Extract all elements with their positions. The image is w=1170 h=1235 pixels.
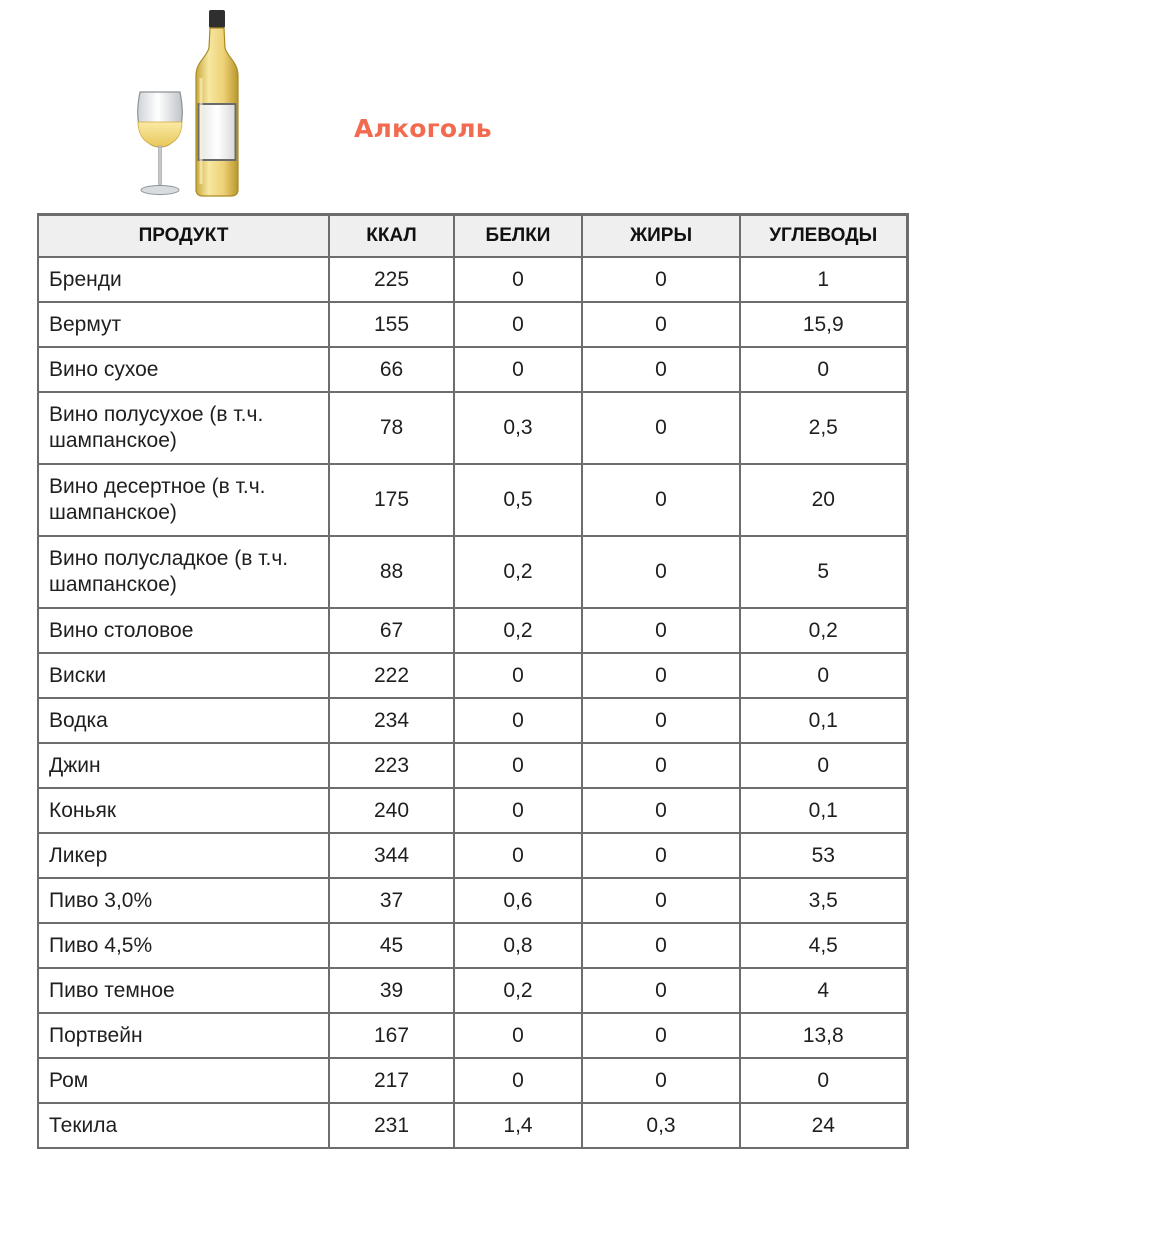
table-body [38, 257, 907, 1148]
kcal-cell: 37 [329, 878, 454, 923]
carbs-cell: 0 [740, 743, 907, 788]
carbs-cell: 24 [740, 1103, 907, 1148]
protein-cell: 0,8 [454, 923, 582, 968]
product-name-cell: Виски [38, 653, 329, 698]
protein-cell: 0,2 [454, 536, 582, 608]
table-row [38, 698, 907, 743]
protein-cell: 0,3 [454, 392, 582, 464]
kcal-cell: 175 [329, 464, 454, 536]
carbs-cell: 0,1 [740, 698, 907, 743]
table-header-row [38, 215, 907, 258]
kcal-cell: 240 [329, 788, 454, 833]
wine-bottle-icon [196, 10, 238, 196]
protein-cell: 0,2 [454, 968, 582, 1013]
product-name-cell: Коньяк [38, 788, 329, 833]
table-row [38, 1103, 907, 1148]
protein-cell: 0,6 [454, 878, 582, 923]
column-header-fat: ЖИРЫ [582, 215, 740, 258]
column-header-carbs: УГЛЕВОДЫ [740, 215, 907, 258]
table-row [38, 923, 907, 968]
kcal-cell: 217 [329, 1058, 454, 1103]
carbs-cell: 0 [740, 1058, 907, 1103]
protein-cell: 0 [454, 653, 582, 698]
product-name-cell: Бренди [38, 257, 329, 302]
fat-cell: 0 [582, 743, 740, 788]
product-name-cell: Водка [38, 698, 329, 743]
protein-cell: 0 [454, 1058, 582, 1103]
product-name-cell: Портвейн [38, 1013, 329, 1058]
carbs-cell: 13,8 [740, 1013, 907, 1058]
kcal-cell: 39 [329, 968, 454, 1013]
carbs-cell: 15,9 [740, 302, 907, 347]
fat-cell: 0 [582, 1058, 740, 1103]
page-title: Алкоголь [354, 114, 492, 143]
fat-cell: 0 [582, 1013, 740, 1058]
product-name-cell: Вино столовое [38, 608, 329, 653]
kcal-cell: 234 [329, 698, 454, 743]
product-name-cell: Джин [38, 743, 329, 788]
protein-cell: 1,4 [454, 1103, 582, 1148]
wine-illustration [128, 4, 260, 200]
protein-cell: 0 [454, 698, 582, 743]
protein-cell: 0 [454, 302, 582, 347]
kcal-cell: 45 [329, 923, 454, 968]
fat-cell: 0 [582, 464, 740, 536]
carbs-cell: 4,5 [740, 923, 907, 968]
fat-cell: 0 [582, 608, 740, 653]
product-name-cell: Пиво темное [38, 968, 329, 1013]
carbs-cell: 3,5 [740, 878, 907, 923]
table-row [38, 1058, 907, 1103]
nutrition-table [37, 213, 909, 1149]
kcal-cell: 66 [329, 347, 454, 392]
kcal-cell: 78 [329, 392, 454, 464]
product-name-cell: Вино полусухое (в т.ч. шампанское) [38, 392, 329, 464]
kcal-cell: 155 [329, 302, 454, 347]
kcal-cell: 344 [329, 833, 454, 878]
table-row [38, 302, 907, 347]
table-row [38, 1013, 907, 1058]
carbs-cell: 0,1 [740, 788, 907, 833]
table-row [38, 653, 907, 698]
table-row [38, 833, 907, 878]
fat-cell: 0 [582, 257, 740, 302]
table-row [38, 878, 907, 923]
fat-cell: 0 [582, 833, 740, 878]
product-name-cell: Вино десертное (в т.ч. шампанское) [38, 464, 329, 536]
fat-cell: 0,3 [582, 1103, 740, 1148]
carbs-cell: 53 [740, 833, 907, 878]
table-row [38, 968, 907, 1013]
product-name-cell: Ром [38, 1058, 329, 1103]
table-row [38, 392, 907, 464]
table-row [38, 464, 907, 536]
carbs-cell: 5 [740, 536, 907, 608]
protein-cell: 0 [454, 788, 582, 833]
product-name-cell: Ликер [38, 833, 329, 878]
column-header-product: ПРОДУКТ [38, 215, 329, 258]
protein-cell: 0 [454, 347, 582, 392]
product-name-cell: Вермут [38, 302, 329, 347]
carbs-cell: 4 [740, 968, 907, 1013]
kcal-cell: 167 [329, 1013, 454, 1058]
fat-cell: 0 [582, 653, 740, 698]
kcal-cell: 222 [329, 653, 454, 698]
protein-cell: 0 [454, 743, 582, 788]
carbs-cell: 0,2 [740, 608, 907, 653]
table-row [38, 608, 907, 653]
carbs-cell: 1 [740, 257, 907, 302]
fat-cell: 0 [582, 347, 740, 392]
product-name-cell: Вино сухое [38, 347, 329, 392]
carbs-cell: 0 [740, 347, 907, 392]
column-header-protein: БЕЛКИ [454, 215, 582, 258]
fat-cell: 0 [582, 923, 740, 968]
protein-cell: 0 [454, 257, 582, 302]
product-name-cell: Текила [38, 1103, 329, 1148]
wine-glass-icon [138, 92, 183, 195]
column-header-kcal: ККАЛ [329, 215, 454, 258]
fat-cell: 0 [582, 968, 740, 1013]
carbs-cell: 20 [740, 464, 907, 536]
kcal-cell: 67 [329, 608, 454, 653]
kcal-cell: 231 [329, 1103, 454, 1148]
fat-cell: 0 [582, 536, 740, 608]
protein-cell: 0 [454, 833, 582, 878]
protein-cell: 0,2 [454, 608, 582, 653]
table-row [38, 743, 907, 788]
fat-cell: 0 [582, 878, 740, 923]
carbs-cell: 0 [740, 653, 907, 698]
product-name-cell: Вино полусладкое (в т.ч. шампанское) [38, 536, 329, 608]
table-row [38, 347, 907, 392]
kcal-cell: 225 [329, 257, 454, 302]
fat-cell: 0 [582, 788, 740, 833]
fat-cell: 0 [582, 392, 740, 464]
product-name-cell: Пиво 4,5% [38, 923, 329, 968]
fat-cell: 0 [582, 698, 740, 743]
table-row [38, 536, 907, 608]
carbs-cell: 2,5 [740, 392, 907, 464]
kcal-cell: 223 [329, 743, 454, 788]
protein-cell: 0,5 [454, 464, 582, 536]
kcal-cell: 88 [329, 536, 454, 608]
table-row [38, 788, 907, 833]
table-row [38, 257, 907, 302]
product-name-cell: Пиво 3,0% [38, 878, 329, 923]
protein-cell: 0 [454, 1013, 582, 1058]
fat-cell: 0 [582, 302, 740, 347]
